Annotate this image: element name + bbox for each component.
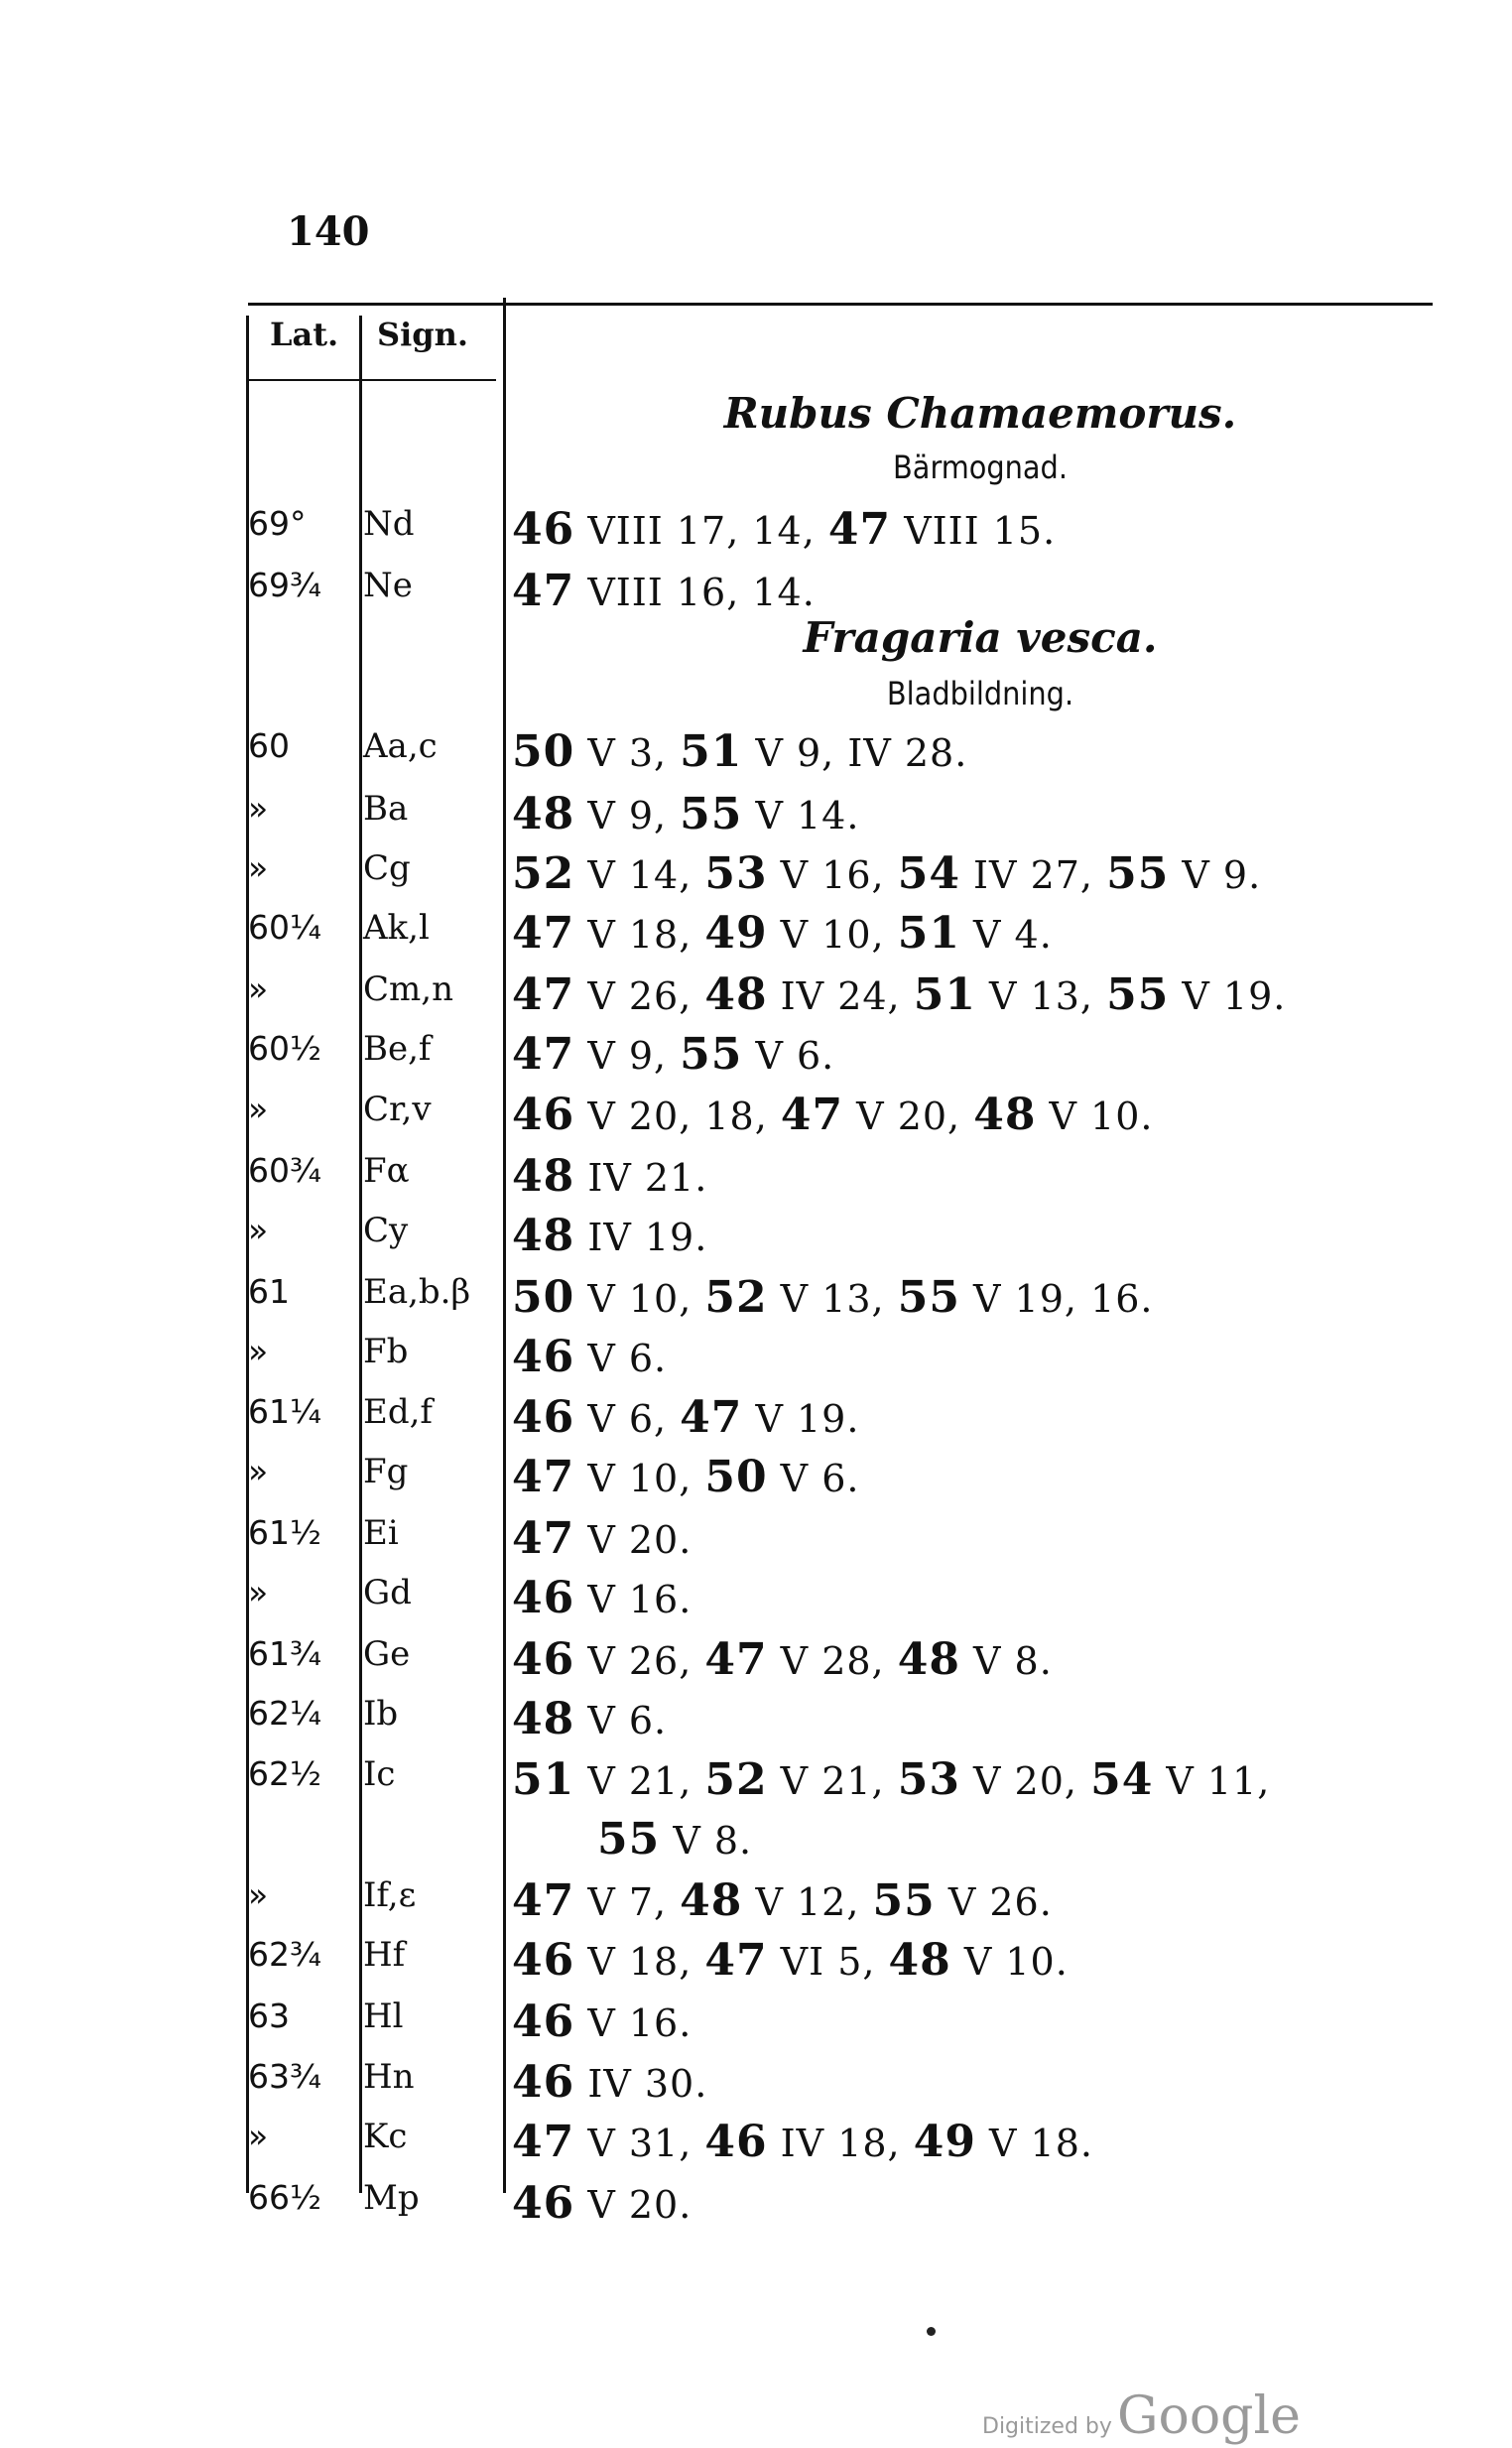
table-row — [0, 848, 1512, 908]
lat-cell: » — [248, 2117, 269, 2155]
sign-cell: Ge — [363, 1634, 411, 1674]
sign-cell: Cg — [363, 848, 411, 888]
observation-cell: 46 V 16. — [512, 1573, 693, 1623]
observation-cell: 47 V 9, 55 V 6. — [512, 1029, 835, 1080]
header-sign: Sign. — [377, 316, 469, 353]
table-row — [0, 1392, 1512, 1452]
lat-cell: » — [248, 969, 269, 1008]
year-number: 46 — [512, 2178, 575, 2229]
table-row — [0, 908, 1512, 967]
observation-cell: 47 V 26, 48 IV 24, 51 V 13, 55 V 19. — [512, 969, 1287, 1020]
sign-cell: Hn — [363, 2057, 415, 2097]
sign-cell: Nd — [363, 504, 415, 544]
stray-dot — [927, 2327, 936, 2336]
table-row — [0, 789, 1512, 848]
table-row — [0, 2057, 1512, 2117]
year-number: 55 — [1106, 848, 1170, 899]
observation-cell: 48 IV 21. — [512, 1151, 708, 1202]
sign-cell: Ne — [363, 566, 413, 605]
table-top-rule — [248, 303, 1433, 306]
year-number: 47 — [512, 2117, 575, 2167]
year-number: 47 — [512, 1029, 575, 1080]
lat-cell: 69¾ — [248, 566, 321, 604]
observation-cell: 46 VIII 17, 14, 47 VIII 15. — [512, 504, 1057, 555]
observation-cell: 46 V 6, 47 V 19. — [512, 1392, 860, 1443]
year-number: 46 — [704, 2117, 768, 2167]
observation-cell: 47 V 7, 48 V 12, 55 V 26. — [512, 1875, 1053, 1926]
lat-cell: 60 — [248, 726, 290, 765]
year-number: 49 — [913, 2117, 976, 2167]
sign-cell: Ei — [363, 1513, 399, 1553]
year-number: 47 — [512, 1513, 575, 1564]
table-row — [0, 1754, 1512, 1865]
year-number: 47 — [680, 1392, 743, 1443]
year-number: 46 — [512, 504, 575, 555]
table-row — [0, 1513, 1512, 1573]
lat-cell: » — [248, 1573, 269, 1611]
year-number: 50 — [512, 726, 575, 777]
section-subtitle-rubus: Bärmognad. — [893, 449, 1068, 486]
sign-cell: Ed,f — [363, 1392, 433, 1432]
table-row — [0, 1029, 1512, 1089]
year-number: 47 — [512, 1875, 575, 1926]
year-number: 51 — [913, 969, 976, 1020]
year-number: 51 — [680, 726, 743, 777]
table-row — [0, 1272, 1512, 1332]
observation-cell: 47 VIII 16, 14. — [512, 566, 816, 616]
table-row — [0, 1573, 1512, 1632]
sign-cell: Cy — [363, 1211, 409, 1250]
year-number: 47 — [512, 969, 575, 1020]
lat-cell: 62½ — [248, 1754, 321, 1793]
lat-cell: » — [248, 789, 269, 828]
year-number: 55 — [897, 1272, 960, 1323]
table-row — [0, 1997, 1512, 2056]
year-number: 55 — [872, 1875, 936, 1926]
lat-cell: 69° — [248, 504, 307, 543]
lat-cell: » — [248, 1332, 269, 1370]
observation-cell: 48 V 9, 55 V 14. — [512, 789, 860, 839]
year-number: 55 — [597, 1814, 661, 1865]
year-number: 46 — [512, 1090, 575, 1140]
observation-cell: 46 V 20. — [512, 2178, 693, 2229]
year-number: 48 — [897, 1634, 960, 1685]
lat-cell: 62¼ — [248, 1694, 321, 1733]
sign-cell: Ea,b.β — [363, 1272, 471, 1312]
table-row — [0, 2117, 1512, 2176]
year-number: 47 — [827, 504, 892, 555]
sign-cell: Be,f — [363, 1029, 432, 1069]
year-number: 48 — [888, 1935, 951, 1986]
table-row — [0, 2178, 1512, 2238]
sign-cell: Ba — [363, 789, 409, 829]
section-subtitle-fragaria: Bladbildning. — [886, 675, 1074, 712]
observation-cell: 48 V 6. — [512, 1694, 668, 1744]
sign-cell: Fα — [363, 1151, 410, 1191]
year-number: 48 — [512, 789, 575, 839]
table-row — [0, 1211, 1512, 1270]
year-number: 47 — [704, 1634, 768, 1685]
lat-cell: 61½ — [248, 1513, 321, 1552]
year-number: 47 — [512, 908, 575, 959]
lat-cell: 60¾ — [248, 1151, 321, 1190]
observation-cell: 47 V 10, 50 V 6. — [512, 1452, 860, 1502]
sign-cell: Ic — [363, 1754, 396, 1794]
year-number: 46 — [512, 1935, 575, 1986]
table-row — [0, 1634, 1512, 1694]
year-number: 48 — [704, 969, 768, 1020]
header-lat: Lat. — [270, 316, 339, 353]
sign-cell: Fb — [363, 1332, 409, 1371]
lat-cell: » — [248, 1211, 269, 1249]
year-number: 55 — [680, 1029, 743, 1080]
observation-cell: 46 IV 30. — [512, 2057, 708, 2108]
year-number: 51 — [512, 1754, 575, 1805]
observation-cell: 47 V 18, 49 V 10, 51 V 4. — [512, 908, 1053, 959]
lat-cell: » — [248, 1090, 269, 1128]
year-number: 46 — [512, 1332, 575, 1382]
year-number: 50 — [512, 1272, 575, 1323]
google-logo: Google — [1117, 2386, 1301, 2446]
lat-cell: 66½ — [248, 2178, 321, 2217]
sign-cell: Ib — [363, 1694, 399, 1734]
year-number: 55 — [1106, 969, 1170, 1020]
sign-cell: Ak,l — [363, 908, 430, 948]
year-number: 46 — [512, 1573, 575, 1623]
observation-cell: 46 V 16. — [512, 1997, 693, 2047]
year-number: 50 — [704, 1452, 768, 1502]
sign-cell: Aa,c — [363, 726, 438, 766]
year-number: 52 — [704, 1272, 768, 1323]
lat-cell: 63¾ — [248, 2057, 321, 2096]
year-number: 54 — [897, 848, 960, 899]
observation-cell: 47 V 20. — [512, 1513, 693, 1564]
year-number: 48 — [512, 1694, 575, 1744]
sign-cell: Cm,n — [363, 969, 453, 1009]
observation-cell: 50 V 3, 51 V 9, IV 28. — [512, 726, 968, 777]
lat-cell: 62¾ — [248, 1935, 321, 1974]
table-row — [0, 1090, 1512, 1149]
digitized-footer — [982, 2386, 1301, 2446]
lat-cell: 61¼ — [248, 1392, 321, 1431]
section-title-fragaria: Fragaria vesca. — [803, 613, 1158, 662]
year-number: 47 — [704, 1935, 768, 1986]
header-rule — [248, 379, 496, 381]
observation-cell: 51 V 21, 52 V 21, 53 V 20, 54 V 11, — [512, 1754, 1271, 1805]
observation-cell: 46 V 20, 18, 47 V 20, 48 V 10. — [512, 1090, 1154, 1140]
sign-cell: Fg — [363, 1452, 409, 1491]
lat-cell: 60¼ — [248, 908, 321, 947]
table-row — [0, 1875, 1512, 1935]
year-number: 47 — [780, 1090, 844, 1140]
lat-cell: 60½ — [248, 1029, 321, 1068]
year-number: 55 — [680, 789, 743, 839]
table-row — [0, 1694, 1512, 1753]
observation-cell: 46 V 18, 47 VI 5, 48 V 10. — [512, 1935, 1069, 1986]
year-number: 52 — [704, 1754, 768, 1805]
year-number: 54 — [1090, 1754, 1154, 1805]
year-number: 48 — [512, 1151, 575, 1202]
year-number: 51 — [897, 908, 960, 959]
year-number: 53 — [897, 1754, 960, 1805]
table-row — [0, 504, 1512, 564]
lat-cell: 61¾ — [248, 1634, 321, 1673]
lat-cell: » — [248, 1452, 269, 1490]
year-number: 46 — [512, 1997, 575, 2047]
observation-cell: 50 V 10, 52 V 13, 55 V 19, 16. — [512, 1272, 1154, 1323]
observation-continuation: 55 V 8. — [597, 1814, 753, 1865]
table-row — [0, 1151, 1512, 1211]
section-title-rubus: Rubus Chamaemorus. — [723, 389, 1237, 438]
lat-cell: » — [248, 1875, 269, 1914]
year-number: 47 — [512, 1452, 575, 1502]
year-number: 52 — [512, 848, 575, 899]
table-row — [0, 1935, 1512, 1995]
table-row — [0, 969, 1512, 1029]
sign-cell: Cr,v — [363, 1090, 432, 1129]
year-number: 48 — [680, 1875, 743, 1926]
year-number: 46 — [512, 2057, 575, 2108]
table-row — [0, 726, 1512, 786]
page-number: 140 — [287, 208, 370, 255]
sign-cell: Mp — [363, 2178, 420, 2218]
lat-cell: » — [248, 848, 269, 887]
year-number: 48 — [973, 1090, 1037, 1140]
observation-cell: 52 V 14, 53 V 16, 54 IV 27, 55 V 9. — [512, 848, 1262, 899]
table-row — [0, 1452, 1512, 1511]
table-row — [0, 566, 1512, 625]
observation-cell: 46 V 6. — [512, 1332, 668, 1382]
year-number: 49 — [704, 908, 768, 959]
year-number: 46 — [512, 1634, 575, 1685]
year-number: 46 — [512, 1392, 575, 1443]
year-number: 47 — [512, 566, 575, 616]
observation-cell: 47 V 31, 46 IV 18, 49 V 18. — [512, 2117, 1093, 2167]
digitized-label: Digitized by — [982, 2414, 1112, 2439]
table-row — [0, 1332, 1512, 1391]
lat-cell: 63 — [248, 1997, 290, 2035]
sign-cell: Hl — [363, 1997, 404, 2036]
sign-cell: Gd — [363, 1573, 412, 1612]
observation-cell: 48 IV 19. — [512, 1211, 708, 1261]
lat-cell: 61 — [248, 1272, 290, 1311]
sign-cell: Kc — [363, 2117, 408, 2156]
year-number: 48 — [512, 1211, 575, 1261]
sign-cell: If,ε — [363, 1875, 417, 1915]
observation-cell: 46 V 26, 47 V 28, 48 V 8. — [512, 1634, 1053, 1685]
year-number: 53 — [704, 848, 768, 899]
sign-cell: Hf — [363, 1935, 406, 1975]
